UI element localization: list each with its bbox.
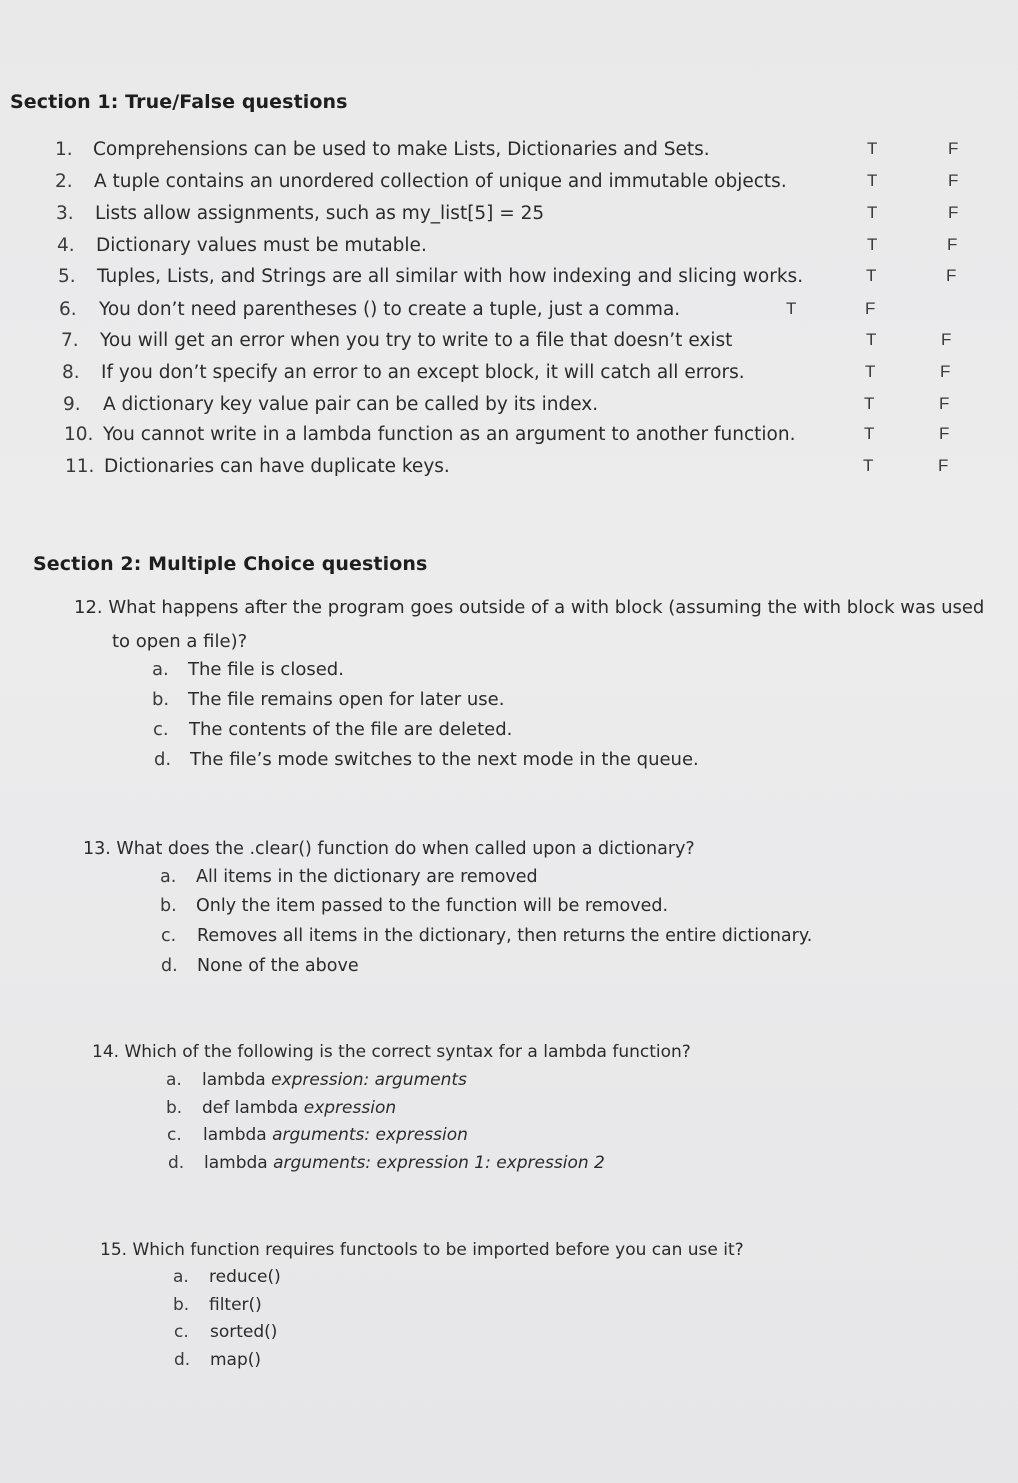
false-option[interactable]: F: [948, 203, 959, 222]
option-12c[interactable]: [153, 719, 512, 740]
option-text: Only the item passed to the function will be removed.: [196, 896, 669, 916]
option-italic-text: arguments: expression 1: expression 2: [273, 1153, 605, 1173]
tf-question-10: [64, 424, 1018, 454]
tf-question-2: [55, 171, 1018, 201]
option-letter: d.: [168, 1153, 185, 1173]
question-text: You will get an error when you try to write to a file that doesn’t exist: [100, 330, 733, 351]
option-text: lambda: [202, 1070, 272, 1090]
question-text: Tuples, Lists, and Strings are all similar with how indexing and slicing works.: [97, 266, 804, 287]
false-option[interactable]: F: [948, 171, 959, 190]
option-text: lambda: [203, 1125, 273, 1145]
option-13a[interactable]: [160, 867, 538, 887]
option-letter: c.: [161, 926, 177, 946]
question-text: You cannot write in a lambda function as an argument to another function.: [103, 424, 796, 445]
option-15d[interactable]: [174, 1350, 261, 1370]
option-text: filter(): [209, 1295, 262, 1315]
question-number: 6.: [59, 299, 77, 320]
true-option[interactable]: T: [864, 424, 875, 443]
question-text: You don’t need parentheses () to create a tuple, just a comma.: [99, 299, 681, 320]
option-text: def lambda: [202, 1098, 304, 1118]
option-12b[interactable]: [152, 689, 504, 710]
question-number: 9.: [63, 394, 81, 415]
option-letter: a.: [160, 867, 177, 887]
option-letter: c.: [153, 719, 169, 740]
option-letter: a.: [173, 1267, 189, 1287]
false-option[interactable]: F: [948, 139, 959, 158]
tf-question-6: [59, 299, 1018, 329]
true-option[interactable]: T: [864, 394, 875, 413]
option-letter: c.: [174, 1322, 189, 1342]
question-number: 3.: [56, 203, 74, 224]
question-text: Comprehensions can be used to make Lists, Dictionaries and Sets.: [93, 139, 710, 160]
question-text: Dictionary values must be mutable.: [96, 235, 427, 256]
option-text: The file’s mode switches to the next mode in the queue.: [190, 749, 699, 770]
option-italic-text: expression: arguments: [271, 1070, 467, 1090]
option-12a[interactable]: [152, 659, 344, 680]
mc-question-13: 13. What does the .clear() function do when called upon a dictionary?: [83, 839, 695, 859]
tf-question-11: [65, 456, 1018, 486]
question-number: 7.: [61, 330, 79, 351]
true-option[interactable]: T: [867, 235, 878, 254]
option-14c[interactable]: [167, 1125, 468, 1145]
tf-question-5: [58, 266, 1018, 296]
true-option[interactable]: T: [867, 139, 878, 158]
mc-question-15: 15. Which function requires functools to be imported before you can use it?: [100, 1240, 744, 1260]
option-italic-text: expression: [303, 1098, 397, 1118]
true-option[interactable]: T: [863, 456, 874, 475]
option-14b[interactable]: [166, 1098, 396, 1118]
false-option[interactable]: F: [941, 330, 952, 349]
question-text: A tuple contains an unordered collection of unique and immutable objects.: [94, 171, 787, 192]
option-text: lambda: [204, 1153, 274, 1173]
false-option[interactable]: F: [947, 235, 958, 254]
option-italic-text: arguments: expression: [272, 1125, 468, 1145]
false-option[interactable]: F: [946, 266, 957, 285]
option-15a[interactable]: [173, 1267, 281, 1287]
option-text: None of the above: [197, 956, 359, 976]
true-option[interactable]: T: [866, 266, 877, 285]
option-text: sorted(): [210, 1322, 278, 1342]
tf-question-9: [63, 394, 1018, 424]
tf-question-3: [56, 203, 1018, 233]
tf-question-8: [62, 362, 1018, 392]
option-12d[interactable]: [154, 749, 699, 770]
section2-title: Section 2: Multiple Choice questions: [33, 553, 428, 575]
mc-question-12: [74, 597, 984, 618]
mc-question-14: 14. Which of the following is the correct syntax for a lambda function?: [92, 1042, 691, 1062]
true-option[interactable]: T: [867, 171, 878, 190]
option-letter: b.: [166, 1098, 183, 1118]
true-option[interactable]: T: [867, 203, 878, 222]
tf-question-4: [57, 235, 1018, 265]
option-letter: b.: [173, 1295, 190, 1315]
option-letter: d.: [174, 1350, 191, 1370]
false-option[interactable]: F: [940, 362, 951, 381]
tf-question-1: [55, 139, 1018, 169]
false-option[interactable]: F: [938, 456, 949, 475]
option-text: map(): [210, 1350, 262, 1370]
section1-title: Section 1: True/False questions: [10, 91, 348, 113]
option-13c[interactable]: [161, 926, 812, 946]
question-text: 12. What happens after the program goes outside of a with block (assuming the with block was used: [74, 597, 985, 618]
option-letter: b.: [160, 896, 177, 916]
question-number: 4.: [57, 235, 75, 256]
option-text: The file is closed.: [188, 659, 344, 680]
option-text: Removes all items in the dictionary, then returns the entire dictionary.: [197, 926, 813, 946]
true-option[interactable]: T: [865, 362, 876, 381]
false-option[interactable]: F: [939, 394, 950, 413]
option-15b[interactable]: [173, 1295, 262, 1315]
question-number: 2.: [55, 171, 73, 192]
option-letter: d.: [161, 956, 178, 976]
option-14a[interactable]: [166, 1070, 467, 1090]
question-number: 10.: [64, 424, 94, 445]
false-option[interactable]: F: [865, 299, 876, 318]
question-number: 5.: [58, 266, 76, 287]
question-number: 11.: [65, 456, 95, 477]
option-13d[interactable]: [161, 956, 359, 976]
option-text: All items in the dictionary are removed: [196, 867, 538, 887]
question-text: If you don’t specify an error to an except block, it will catch all errors.: [101, 362, 745, 383]
tf-question-7: [61, 330, 1018, 360]
question-text: A dictionary key value pair can be called by its index.: [103, 394, 599, 415]
option-15c[interactable]: [174, 1322, 277, 1342]
option-letter: a.: [166, 1070, 182, 1090]
option-letter: c.: [167, 1125, 182, 1145]
option-letter: b.: [152, 689, 170, 710]
option-letter: d.: [154, 749, 172, 770]
question-text: Lists allow assignments, such as my_list[5] = 25: [95, 203, 545, 224]
question-number: 8.: [62, 362, 80, 383]
option-text: The contents of the file are deleted.: [189, 719, 513, 740]
option-text: The file remains open for later use.: [188, 689, 505, 710]
true-option[interactable]: T: [866, 330, 877, 349]
option-text: reduce(): [209, 1267, 281, 1287]
true-option[interactable]: T: [786, 299, 797, 318]
mc-question-12-continued: to open a file)?: [112, 631, 248, 652]
false-option[interactable]: F: [939, 424, 950, 443]
option-letter: a.: [152, 659, 169, 680]
option-14d[interactable]: [168, 1153, 605, 1173]
question-text: Dictionaries can have duplicate keys.: [104, 456, 450, 477]
question-number: 1.: [55, 139, 73, 160]
option-13b[interactable]: [160, 896, 668, 916]
